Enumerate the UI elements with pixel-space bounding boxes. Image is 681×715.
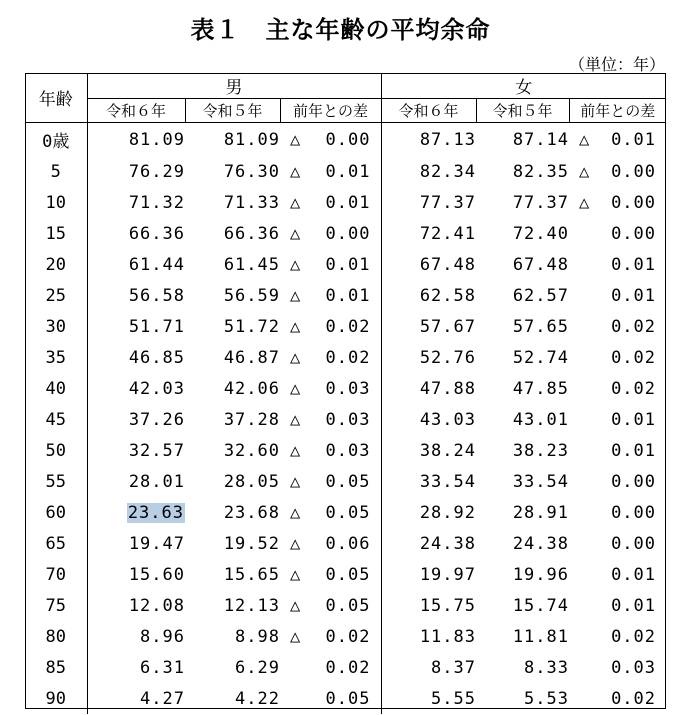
female-r6-cell: 19.97 [381, 559, 476, 590]
female-r6-cell: 87.13 [381, 123, 476, 157]
male-diff-cell [280, 683, 381, 714]
decrease-triangle-icon: △ [290, 347, 302, 368]
male-r5-header: 令和５年 [185, 99, 280, 123]
female-diff-value: 0.01 [611, 409, 657, 430]
female-r6-cell: 47.88 [381, 373, 476, 404]
age-cell: 20 [25, 249, 87, 280]
male-r6-value: 51.71 [128, 316, 185, 337]
male-r6-value: 71.32 [128, 192, 185, 213]
male-r5-cell: 56.59 [223, 285, 280, 306]
male-r6-value: 23.63 [127, 502, 184, 523]
male-r6-cell [87, 280, 185, 311]
decrease-triangle-icon: △ [579, 192, 591, 213]
decrease-triangle-icon: △ [290, 316, 302, 337]
male-r6-value: 76.29 [128, 161, 185, 182]
male-diff-cell [280, 590, 381, 621]
female-r6-cell: 67.48 [381, 249, 476, 280]
female-r5-cell: 8.33 [524, 657, 569, 678]
male-r6-cell [87, 683, 185, 714]
female-r5-cell: 62.57 [512, 285, 569, 306]
male-diff-value: 0.03 [325, 378, 371, 399]
decrease-triangle-icon: △ [290, 161, 302, 182]
female-diff-cell [569, 311, 666, 342]
male-r6-cell [87, 123, 185, 157]
female-r5-cell: 77.37 [512, 192, 569, 213]
age-cell: 55 [25, 466, 87, 497]
male-diff-value: 0.01 [325, 254, 371, 275]
male-diff-cell [280, 187, 381, 218]
table-row [25, 590, 666, 621]
female-diff-value: 0.03 [611, 657, 657, 678]
male-diff-cell [280, 342, 381, 373]
female-r6-cell: 72.41 [381, 218, 476, 249]
decrease-triangle-icon: △ [579, 129, 591, 150]
female-diff-cell [569, 590, 666, 621]
male-r5-cell: 37.28 [223, 409, 280, 430]
male-r5-cell: 46.87 [223, 347, 280, 368]
male-diff-value: 0.00 [325, 223, 371, 244]
age-column-header: 年齢 [25, 73, 87, 123]
female-diff-cell [569, 123, 666, 157]
male-diff-cell [280, 652, 381, 683]
male-diff-value: 0.01 [325, 192, 371, 213]
table-row [25, 497, 666, 528]
female-diff-cell [569, 497, 666, 528]
male-diff-value: 0.02 [325, 316, 371, 337]
male-r6-value: 56.58 [128, 285, 185, 306]
female-diff-cell [569, 249, 666, 280]
table-body [25, 123, 666, 715]
male-diff-value: 0.00 [325, 129, 371, 150]
table-row [25, 373, 666, 404]
female-diff-value: 0.02 [611, 316, 657, 337]
table-row [25, 218, 666, 249]
male-r6-value: 42.03 [128, 378, 185, 399]
female-diff-cell [569, 652, 666, 683]
table-row [25, 249, 666, 280]
male-r6-value: 8.96 [140, 626, 185, 647]
female-r5-cell: 15.74 [512, 595, 569, 616]
male-diff-cell [280, 435, 381, 466]
age-cell: 25 [25, 280, 87, 311]
age-cell: 50 [25, 435, 87, 466]
table-row [25, 466, 666, 497]
female-diff-cell [569, 621, 666, 652]
male-r6-cell [87, 435, 185, 466]
female-r5-header: 令和５年 [476, 99, 569, 123]
male-diff-header: 前年との差 [280, 99, 381, 123]
female-diff-cell [569, 218, 666, 249]
female-diff-cell [569, 280, 666, 311]
male-r6-cell [87, 218, 185, 249]
decrease-triangle-icon: △ [290, 471, 302, 492]
female-r5-cell: 57.65 [512, 316, 569, 337]
female-r6-header: 令和６年 [381, 99, 476, 123]
male-r5-cell: 51.72 [223, 316, 280, 337]
male-r5-cell: 28.05 [223, 471, 280, 492]
female-diff-value: 0.01 [611, 129, 657, 150]
male-r6-cell [87, 342, 185, 373]
female-diff-cell [569, 156, 666, 187]
male-diff-cell [280, 373, 381, 404]
male-r6-value: 46.85 [128, 347, 185, 368]
male-diff-cell [280, 280, 381, 311]
age-cell: 35 [25, 342, 87, 373]
female-diff-cell [569, 187, 666, 218]
female-diff-value: 0.00 [611, 502, 657, 523]
age-cell: 65 [25, 528, 87, 559]
male-diff-value: 0.05 [325, 688, 371, 709]
male-diff-value: 0.03 [325, 440, 371, 461]
female-r6-cell: 24.38 [381, 528, 476, 559]
table-row [25, 187, 666, 218]
male-diff-cell [280, 404, 381, 435]
table-row [25, 311, 666, 342]
male-diff-value: 0.05 [325, 502, 371, 523]
female-r6-cell: 38.24 [381, 435, 476, 466]
male-diff-value: 0.01 [325, 161, 371, 182]
male-r6-value: 15.60 [128, 564, 185, 585]
male-r6-value: 37.26 [128, 409, 185, 430]
female-diff-header: 前年との差 [569, 99, 666, 123]
decrease-triangle-icon: △ [290, 626, 302, 647]
female-diff-value: 0.02 [611, 626, 657, 647]
decrease-triangle-icon: △ [290, 285, 302, 306]
decrease-triangle-icon: △ [290, 564, 302, 585]
female-diff-value: 0.00 [611, 223, 657, 244]
age-cell: 30 [25, 311, 87, 342]
male-r6-cell [87, 528, 185, 559]
male-r6-value: 61.44 [128, 254, 185, 275]
female-r6-cell: 77.37 [381, 187, 476, 218]
unit-note: （単位：年） [568, 55, 665, 74]
age-cell: 60 [25, 497, 87, 528]
male-r5-cell: 8.98 [235, 626, 280, 647]
female-diff-cell [569, 559, 666, 590]
female-r5-cell: 87.14 [512, 129, 569, 150]
age-cell: 45 [25, 404, 87, 435]
female-diff-cell [569, 528, 666, 559]
decrease-triangle-icon: △ [290, 533, 302, 554]
female-diff-cell [569, 435, 666, 466]
female-r5-cell: 82.35 [512, 161, 569, 182]
male-r6-cell [87, 156, 185, 187]
decrease-triangle-icon: △ [290, 129, 302, 150]
female-r5-cell: 43.01 [512, 409, 569, 430]
female-diff-value: 0.02 [611, 378, 657, 399]
male-r6-value: 4.27 [140, 688, 185, 709]
male-diff-value: 0.06 [325, 533, 371, 554]
female-diff-cell [569, 404, 666, 435]
female-r6-cell: 8.37 [381, 652, 476, 683]
male-r6-header: 令和６年 [105, 102, 166, 120]
male-diff-value: 0.05 [325, 564, 371, 585]
male-r6-cell [87, 466, 185, 497]
male-r6-cell [87, 497, 185, 528]
male-r6-value: 19.47 [128, 533, 185, 554]
female-r5-cell: 47.85 [512, 378, 569, 399]
male-diff-value: 0.01 [325, 285, 371, 306]
female-diff-cell [569, 683, 666, 714]
age-cell: 10 [25, 187, 87, 218]
table-row [25, 123, 666, 157]
female-r6-cell: 15.75 [381, 590, 476, 621]
age-cell: 75 [25, 590, 87, 621]
table-row [25, 559, 666, 590]
male-r6-value: 32.57 [128, 440, 185, 461]
male-r6-cell [87, 311, 185, 342]
male-r5-cell: 4.22 [235, 688, 280, 709]
age-cell: 15 [25, 218, 87, 249]
male-diff-cell [280, 123, 381, 157]
female-r6-cell: 52.76 [381, 342, 476, 373]
male-r6-cell [87, 590, 185, 621]
female-r6-cell: 82.34 [381, 156, 476, 187]
female-diff-value: 0.02 [611, 688, 657, 709]
age-cell: 40 [25, 373, 87, 404]
male-r5-cell: 76.30 [223, 161, 280, 182]
table-row [25, 435, 666, 466]
female-r5-cell: 38.23 [512, 440, 569, 461]
age-cell: 70 [25, 559, 87, 590]
decrease-triangle-icon: △ [290, 409, 302, 430]
male-r5-cell: 6.29 [235, 657, 280, 678]
female-r5-cell: 33.54 [512, 471, 569, 492]
female-r5-cell: 67.48 [512, 254, 569, 275]
male-diff-cell [280, 311, 381, 342]
male-r6-value: 66.36 [128, 223, 185, 244]
female-r6-cell: 5.55 [381, 683, 476, 714]
female-r6-cell: 62.58 [381, 280, 476, 311]
table-row [25, 621, 666, 652]
male-r5-cell: 42.06 [223, 378, 280, 399]
table-row [25, 404, 666, 435]
male-r5-cell: 66.36 [223, 223, 280, 244]
female-diff-value: 0.00 [611, 533, 657, 554]
table-row [25, 683, 666, 714]
male-diff-value: 0.05 [325, 595, 371, 616]
female-diff-value: 0.02 [611, 347, 657, 368]
male-r5-cell: 15.65 [223, 564, 280, 585]
male-r5-cell: 19.52 [223, 533, 280, 554]
male-diff-value: 0.02 [325, 347, 371, 368]
female-r6-cell: 43.03 [381, 404, 476, 435]
decrease-triangle-icon: △ [290, 223, 302, 244]
female-r6-cell: 57.67 [381, 311, 476, 342]
decrease-triangle-icon: △ [290, 254, 302, 275]
male-diff-value: 0.03 [325, 409, 371, 430]
male-r6-cell [87, 187, 185, 218]
male-r5-cell: 81.09 [223, 129, 280, 150]
female-r5-cell: 52.74 [512, 347, 569, 368]
decrease-triangle-icon: △ [290, 595, 302, 616]
male-r6-value: 81.09 [128, 129, 185, 150]
male-diff-cell [280, 218, 381, 249]
male-r6-value: 12.08 [128, 595, 185, 616]
male-diff-value: 0.02 [325, 657, 371, 678]
age-cell: 80 [25, 621, 87, 652]
female-r6-cell: 11.83 [381, 621, 476, 652]
male-r6-cell [87, 559, 185, 590]
male-diff-cell [280, 528, 381, 559]
table-row [25, 280, 666, 311]
age-cell: 5 [25, 156, 87, 187]
age-cell: 0歳 [25, 123, 87, 157]
female-r5-cell: 11.81 [512, 626, 569, 647]
female-diff-value: 0.01 [611, 440, 657, 461]
male-r6-cell [87, 404, 185, 435]
table-row [25, 528, 666, 559]
male-r6-cell [87, 249, 185, 280]
table-row [25, 342, 666, 373]
male-diff-cell [280, 156, 381, 187]
male-r6-cell [87, 621, 185, 652]
page-title: 表１ 主な年齢の平均余命 [190, 16, 491, 44]
female-diff-value: 0.01 [611, 595, 657, 616]
male-r5-cell: 23.68 [223, 502, 280, 523]
female-r5-cell: 24.38 [512, 533, 569, 554]
decrease-triangle-icon: △ [290, 440, 302, 461]
female-diff-cell [569, 466, 666, 497]
age-cell: 90 [25, 683, 87, 714]
female-diff-value: 0.00 [611, 161, 657, 182]
male-r6-cell [87, 373, 185, 404]
male-diff-cell [280, 466, 381, 497]
female-r5-cell: 5.53 [524, 688, 569, 709]
female-r6-cell: 28.92 [381, 497, 476, 528]
male-diff-cell [280, 497, 381, 528]
male-r5-cell: 12.13 [223, 595, 280, 616]
male-r6-value: 6.31 [140, 657, 185, 678]
decrease-triangle-icon: △ [579, 161, 591, 182]
female-r6-cell: 33.54 [381, 466, 476, 497]
female-r5-cell: 19.96 [512, 564, 569, 585]
table-row [25, 652, 666, 683]
male-r5-cell: 32.60 [223, 440, 280, 461]
life-expectancy-table [25, 73, 666, 714]
male-diff-value: 0.05 [325, 471, 371, 492]
female-diff-value: 0.01 [611, 285, 657, 306]
male-diff-cell [280, 249, 381, 280]
table-row [25, 156, 666, 187]
male-r6-value: 28.01 [128, 471, 185, 492]
female-diff-cell [569, 342, 666, 373]
male-diff-cell [280, 559, 381, 590]
male-diff-value: 0.02 [325, 626, 371, 647]
male-r6-cell [87, 652, 185, 683]
female-header: 女 [381, 73, 666, 99]
female-r5-cell: 72.40 [512, 223, 569, 244]
age-cell: 85 [25, 652, 87, 683]
decrease-triangle-icon: △ [290, 502, 302, 523]
decrease-triangle-icon: △ [290, 192, 302, 213]
male-header: 男 [87, 73, 381, 99]
decrease-triangle-icon: △ [290, 378, 302, 399]
male-r5-cell: 71.33 [223, 192, 280, 213]
female-diff-value: 0.01 [611, 254, 657, 275]
female-diff-value: 0.01 [611, 564, 657, 585]
female-r5-cell: 28.91 [512, 502, 569, 523]
male-r5-cell: 61.45 [223, 254, 280, 275]
female-diff-value: 0.00 [611, 471, 657, 492]
male-diff-cell [280, 621, 381, 652]
female-diff-cell [569, 373, 666, 404]
female-diff-value: 0.00 [611, 192, 657, 213]
